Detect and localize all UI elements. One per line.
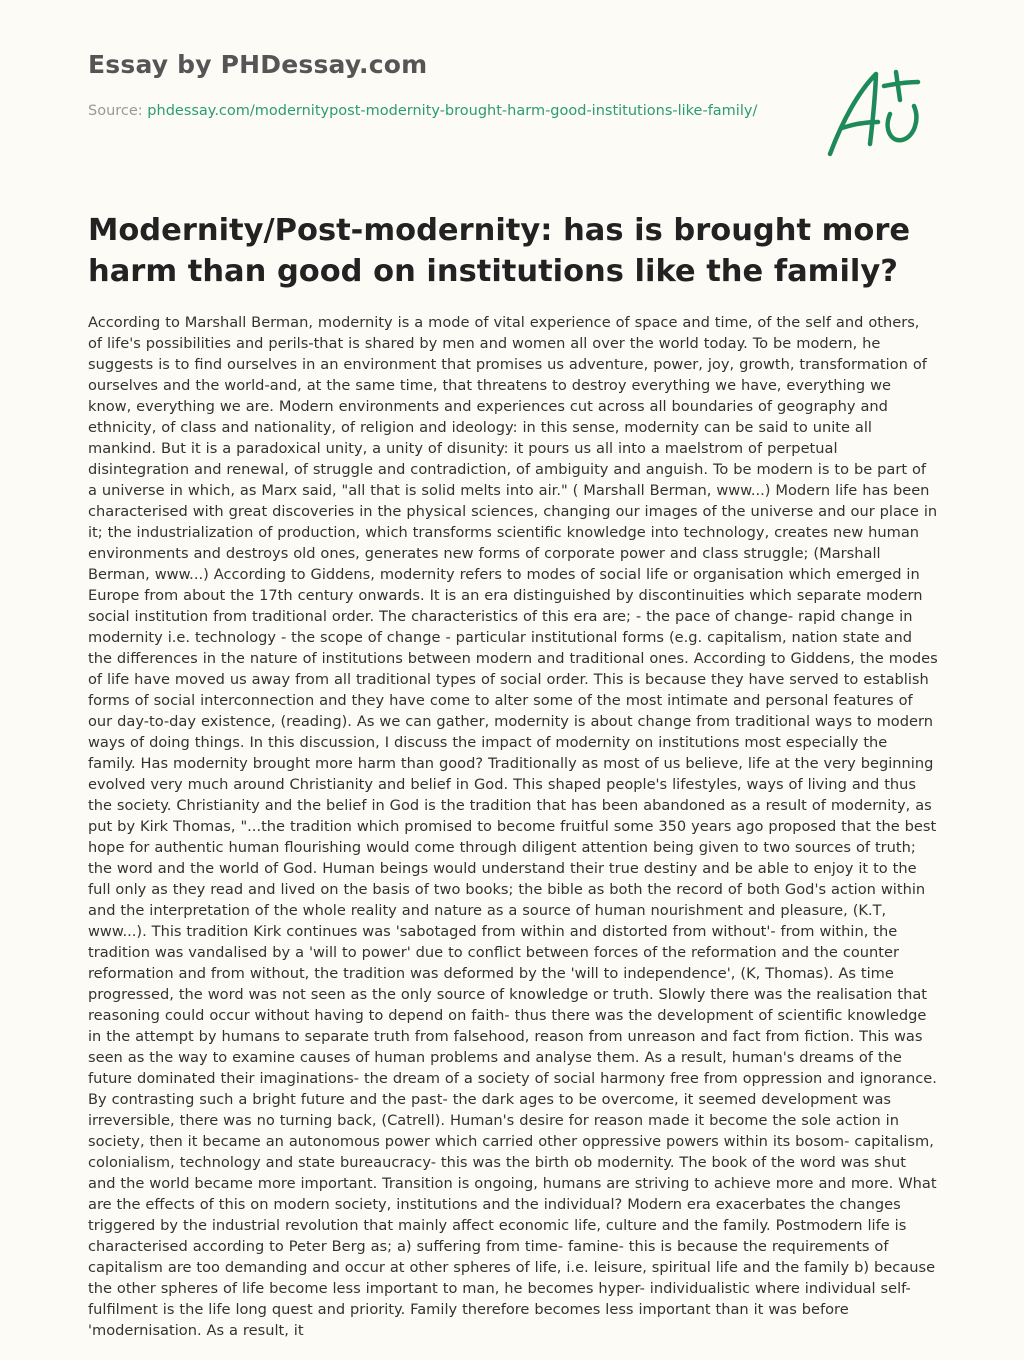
a-plus-logo-icon: [820, 62, 930, 162]
site-title: Essay by PHDessay.com: [88, 50, 428, 79]
article-title: Modernity/Post-modernity: has is brought more harm than good on institutions like the family?: [88, 213, 911, 289]
page-header: [88, 50, 768, 122]
source-line: [88, 101, 768, 122]
source-link[interactable]: phdessay.com/modernitypost-modernity-brought-harm-good-institutions-like-family/: [147, 103, 758, 119]
source-label: Source:: [88, 103, 148, 119]
article-body: According to Marshall Berman, modernity is a mode of vital experience of space and time, of the self and others, of life's possibilities and perils-that is shared by men and women all over the world today. To be modern, he suggests is to find ourselves in an environment that promises us adventure, power, joy, growth, transformation of ourselves and the world-and, at the same time, that threatens to destroy everything we have, everything we know, everything we are. Modern environments and experiences cut across all boundaries of geography and ethnicity, of class and nationality, of religion and ideology: in this sense, modernity can be said to unite all mankind. But it is a paradoxical unity, a unity of disunity: it pours us all into a maelstrom of perpetual disintegration and renewal, of struggle and contradiction, of ambiguity and anguish. To be modern is to be part of a universe in which, as Marx said, "all that is solid melts into air." ( Marshall Berman, www...) Modern life has been characterised with great discoveries in the physical sciences, changing our images of the universe and our place in it; the industrialization of production, which transforms scientific knowledge into technology, creates new human environments and destroys old ones, generates new forms of corporate power and class struggle; (Marshall Berman, www...) According to Giddens, modernity refers to modes of social life or organisation which emerged in Europe from about the 17th century onwards. It is an era distinguished by discontinuities which separate modern social institution from traditional order. The characteristics of this era are; - the pace of change- rapid change in modernity i.e. technology - the scope of change - particular institutional forms (e.g. capitalism, nation state and the differences in the nature of institutions between modern and traditional ones. According to Giddens, the modes of life have moved us away from all traditional types of social order. This is because they have served to establish forms of social interconnection and they have come to alter some of the most intimate and personal features of our day-to-day existence, (reading). As we can gather, modernity is about change from traditional ways to modern ways of doing things. In this discussion, I discuss the impact of modernity on institutions most especially the family. Has modernity brought more harm than good? Traditionally as most of us believe, life at the very beginning evolved very much around Christianity and belief in God. This shaped people's lifestyles, ways of living and thus the society. Christianity and the belief in God is the tradition that has been abandoned as a result of modernity, as put by Kirk Thomas, "...the tradition which promised to become fruitful some 350 years ago proposed that the best hope for authentic human flourishing would come through diligent attention being given to two sources of truth; the word and the world of God. Human beings would understand their true destiny and be able to enjoy it to the full only as they read and lived on the basis of two books; the bible as both the record of both God's action within and the interpretation of the whole reality and nature as a source of human nourishment and pleasure, (K.T, www...). This tradition Kirk continues was 'sabotaged from within and distorted from without'- from within, the tradition was vandalised by a 'will to power' due to conflict between forces of the reformation and the counter reformation and from without, the tradition was deformed by the 'will to independence', (K, Thomas). As time progressed, the word was not seen as the only source of knowledge or truth. Slowly there was the realisation that reasoning could occur without having to depend on faith- thus there was the development of scientific knowledge in the attempt by humans to separate truth from falsehood, reason from unreason and fact from fiction. This was seen as the way to examine causes of human problems and analyse them. As a result, human's dreams of the future dominated their imaginations- the dream of a society of social harmony free from oppression and ignorance. By contrasting such a bright future and the past- the dark ages to be overcome, it seemed development was irreversible, there was no turning back, (Catrell). Human's desire for reason made it become the sole action in society, then it became an autonomous power which carried other oppressive powers within its bosom- capitalism, colonialism, technology and state bureaucracy- this was the birth ob modernity. The book of the word was shut and the world became more important. Transition is ongoing, humans are striving to achieve more and more. What are the effects of this on modern society, institutions and the individual? Modern era exacerbates the changes triggered by the industrial revolution that mainly affect economic life, culture and the family. Postmodern life is characterised according to Peter Berg as; a) suffering from time- famine- this is because the requirements of capitalism are too demanding and occur at other spheres of life, i.e. leisure, spiritual life and the family b) because the other spheres of life become less important to man, he becomes hyper- individualistic where individual self- fulfilment is the life long quest and priority. Family therefore becomes less important than it was before 'modernisation. As a result, it: [88, 314, 938, 1339]
